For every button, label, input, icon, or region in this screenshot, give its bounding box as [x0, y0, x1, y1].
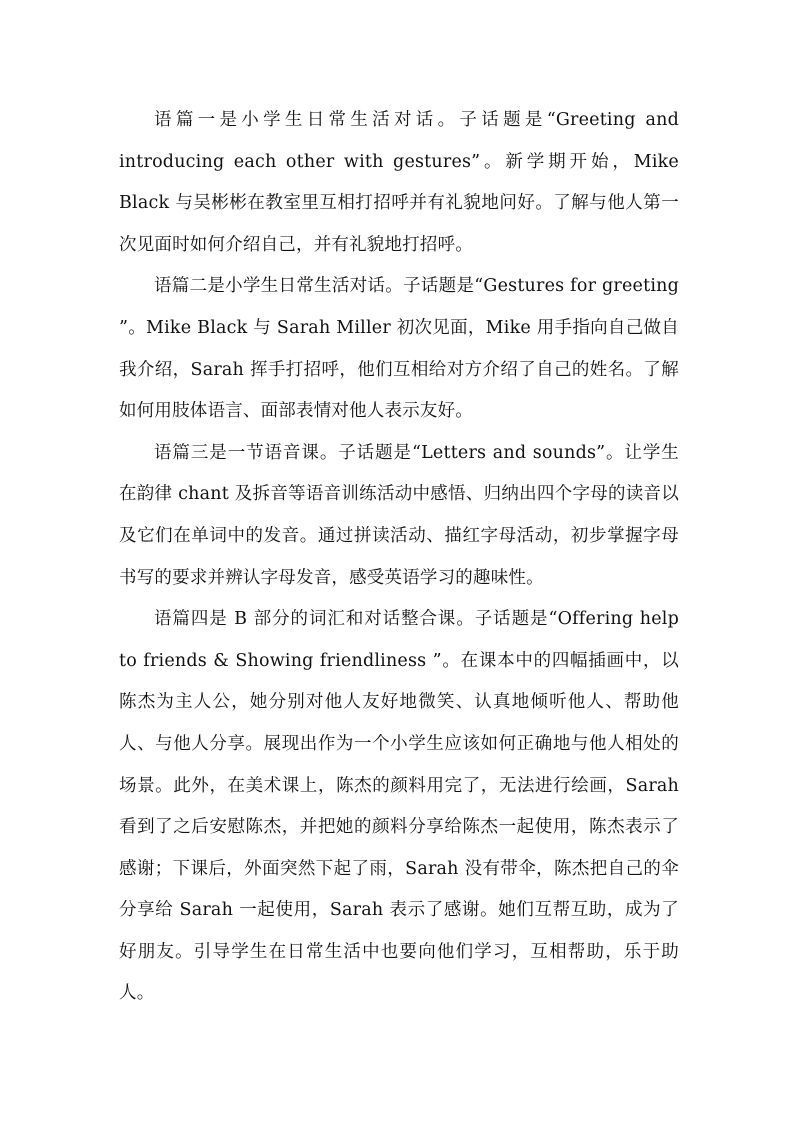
paragraph-discourse-1: 语篇一是小学生日常生活对话。子话题是“Greeting and introducing each other with gestures”。新学期开始，Mike Black 与吴彬彬在教室里互相打招呼并有礼貌地问好。了解与他人第一次见面时如何介绍自己，并有礼貌地打招呼。 — [119, 110, 679, 255]
paragraph-discourse-3: 语篇三是一节语音课。子话题是“Letters and sounds”。让学生在韵律 chant 及拆音等语音训练活动中感悟、归纳出四个字母的读音以及它们在单词中的发音。通过拼读活动、描红字母活动，初步掌握字母书写的要求并辨认字母发音，感受英语学习的趣味性。 — [119, 442, 679, 588]
paragraph-discourse-2: 语篇二是小学生日常生活对话。子话题是“Gestures for greeting ”。Mike Black 与 Sarah Miller 初次见面，Mike 用手指向自己做自我介绍，Sarah 挥手打招呼，他们互相给对方介绍了自己的姓名。了解如何用肢体语言、面部表情对他人表示友好。 — [119, 276, 679, 422]
paragraph-discourse-4: 语篇四是 B 部分的词汇和对话整合课。子话题是“Offering help to friends & Showing friendliness ”。在课本中的四幅插画中，以陈杰为主人公，她分别对他人友好地微笑、认真地倾听他人、帮助他人、与他人分享。展现出作为一个小学生应该如何正确地与他人相处的场景。此外，在美术课上，陈杰的颜料用完了，无法进行绘画，Sarah 看到了之后安慰陈杰，并把她的颜料分享给陈杰一起使用，陈杰表示了感谢；下课后，外面突然下起了雨，Sarah 没有带伞，陈杰把自己的伞分享给 Sarah 一起使用，Sarah 表示了感谢。她们互帮互助，成为了好朋友。引导学生在日常生活中也要向他们学习，互相帮助，乐于助人。 — [119, 609, 679, 1004]
document-body — [119, 100, 679, 1015]
